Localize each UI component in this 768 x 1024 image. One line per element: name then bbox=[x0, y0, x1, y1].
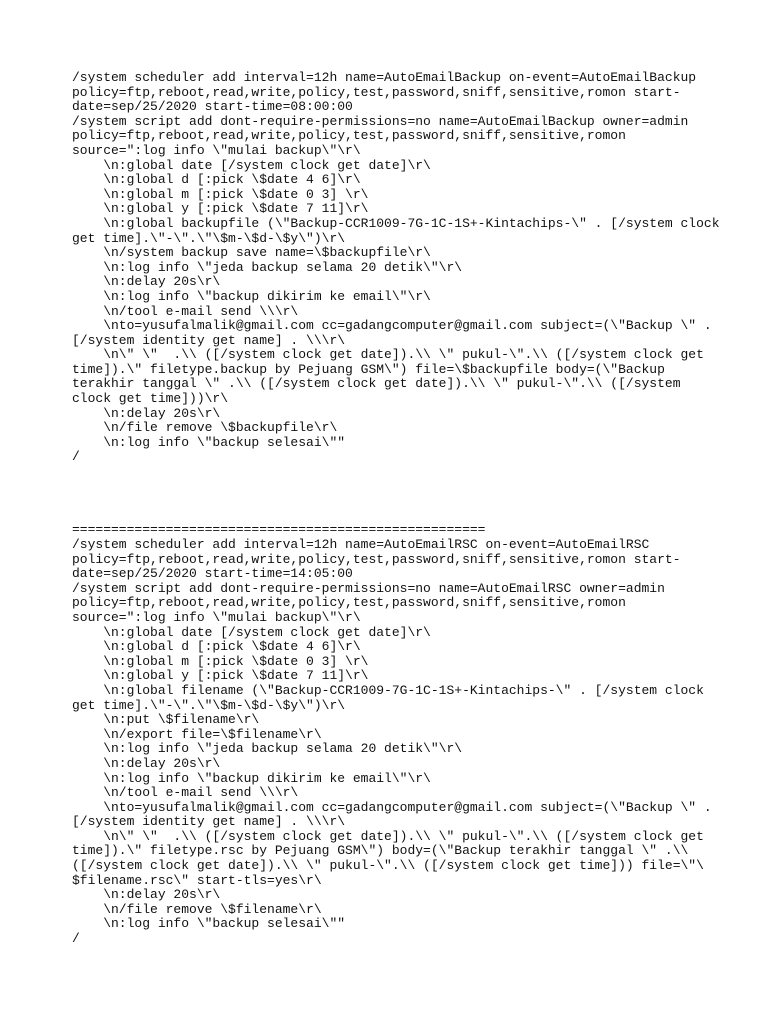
code-line: /system script add dont-require-permissions=no name=AutoEmailBackup owner=admin bbox=[72, 113, 689, 129]
code-line: \n:global y [:pick \$date 7 11]\r\ bbox=[72, 201, 369, 217]
code-line: \nto=yusufalmalik@gmail.com cc=gadangcomputer@gmail.com subject=(\"Backup \" . bbox=[72, 799, 712, 815]
code-line: /system script add dont-require-permissions=no name=AutoEmailRSC owner=admin bbox=[72, 580, 665, 596]
code-line: get time].\"-\".\"\$m-\$d-\$y\")\r\ bbox=[72, 697, 346, 713]
code-line: \n:log info \"jeda backup selama 20 detik\"\r\ bbox=[72, 741, 463, 757]
code-line: \n/tool e-mail send \\\r\ bbox=[72, 303, 299, 319]
separator-line: ===================================================== bbox=[72, 522, 486, 538]
code-line: \n\" \" .\\ ([/system clock get date]).\\ \" pukul-\".\\ ([/system clock get bbox=[72, 347, 704, 363]
code-line: source=":log info \"mulai backup\"\r\ bbox=[72, 609, 361, 625]
code-line: / bbox=[72, 449, 80, 465]
code-line: \n:global m [:pick \$date 0 3] \r\ bbox=[72, 653, 369, 669]
code-line: date=sep/25/2020 start-time=08:00:00 bbox=[72, 99, 353, 115]
code-line: clock get time]))\r\ bbox=[72, 391, 229, 407]
code-line: terakhir tanggal \" .\\ ([/system clock get date]).\\ \" pukul-\".\\ ([/system bbox=[72, 376, 681, 392]
code-line: \n:delay 20s\r\ bbox=[72, 274, 221, 290]
code-line: \n:delay 20s\r\ bbox=[72, 405, 221, 421]
code-line: \n\" \" .\\ ([/system clock get date]).\\ \" pukul-\".\\ ([/system clock get bbox=[72, 828, 704, 844]
code-line: policy=ftp,reboot,read,write,policy,test,password,sniff,sensitive,romon bbox=[72, 128, 626, 144]
code-line: \n:put \$filename\r\ bbox=[72, 712, 260, 728]
code-line: \n:delay 20s\r\ bbox=[72, 755, 221, 771]
section-gap bbox=[72, 465, 712, 523]
code-line: source=":log info \"mulai backup\"\r\ bbox=[72, 142, 361, 158]
code-line: date=sep/25/2020 start-time=14:05:00 bbox=[72, 566, 353, 582]
code-line: \n:log info \"backup selesai\"" bbox=[72, 434, 346, 450]
code-line: get time].\"-\".\"\$m-\$d-\$y\")\r\ bbox=[72, 230, 346, 246]
script-block-email-backup bbox=[72, 70, 720, 465]
code-line: \n:global backupfile (\"Backup-CCR1009-7G-1C-1S+-Kintachips-\" . [/system clock bbox=[72, 215, 720, 231]
code-line: \n:global date [/system clock get date]\r\ bbox=[72, 624, 431, 640]
code-line: \n:delay 20s\r\ bbox=[72, 887, 221, 903]
code-line: \n/export file=\$filename\r\ bbox=[72, 726, 322, 742]
code-line: \n:log info \"backup selesai\"" bbox=[72, 916, 346, 932]
code-line: \n/file remove \$filename\r\ bbox=[72, 901, 322, 917]
code-line: \n/system backup save name=\$backupfile\r\ bbox=[72, 245, 431, 261]
document-page bbox=[72, 70, 720, 947]
code-line: [/system identity get name] . \\\r\ bbox=[72, 332, 346, 348]
code-line: $filename.rsc\" start-tls=yes\r\ bbox=[72, 872, 322, 888]
code-line: \n:log info \"backup dikirim ke email\"\r\ bbox=[72, 288, 431, 304]
script-block-email-rsc bbox=[72, 523, 712, 946]
code-line: \n:global d [:pick \$date 4 6]\r\ bbox=[72, 639, 361, 655]
code-line: \n:log info \"jeda backup selama 20 detik\"\r\ bbox=[72, 259, 463, 275]
code-line: \n:global date [/system clock get date]\r\ bbox=[72, 157, 431, 173]
code-line: \n:global y [:pick \$date 7 11]\r\ bbox=[72, 668, 369, 684]
code-line: \n/tool e-mail send \\\r\ bbox=[72, 785, 299, 801]
code-line: policy=ftp,reboot,read,write,policy,test,password,sniff,sensitive,romon bbox=[72, 595, 626, 611]
code-line: \n:global m [:pick \$date 0 3] \r\ bbox=[72, 186, 369, 202]
code-line: \n/file remove \$backupfile\r\ bbox=[72, 420, 338, 436]
code-line: /system scheduler add interval=12h name=AutoEmailBackup on-event=AutoEmailBackup bbox=[72, 70, 697, 85]
code-line: /system scheduler add interval=12h name=AutoEmailRSC on-event=AutoEmailRSC bbox=[72, 537, 650, 553]
code-line: \n:global d [:pick \$date 4 6]\r\ bbox=[72, 172, 361, 188]
code-line: ([/system clock get date]).\\ \" pukul-\".\\ ([/system clock get time])) file=\"\ bbox=[72, 858, 704, 874]
code-line: time]).\" filetype.rsc by Pejuang GSM\") body=(\"Backup terakhir tanggal \" .\\ bbox=[72, 843, 689, 859]
code-line: \n:log info \"backup dikirim ke email\"\r\ bbox=[72, 770, 431, 786]
code-line: \n:global filename (\"Backup-CCR1009-7G-1C-1S+-Kintachips-\" . [/system clock bbox=[72, 682, 704, 698]
code-line: \nto=yusufalmalik@gmail.com cc=gadangcomputer@gmail.com subject=(\"Backup \" . bbox=[72, 318, 712, 334]
code-line: / bbox=[72, 931, 80, 947]
code-line: [/system identity get name] . \\\r\ bbox=[72, 814, 346, 830]
code-line: policy=ftp,reboot,read,write,policy,test,password,sniff,sensitive,romon start- bbox=[72, 551, 681, 567]
code-line: time]).\" filetype.backup by Pejuang GSM\") file=\$backupfile body=(\"Backup bbox=[72, 361, 665, 377]
code-line: policy=ftp,reboot,read,write,policy,test,password,sniff,sensitive,romon start- bbox=[72, 84, 681, 100]
